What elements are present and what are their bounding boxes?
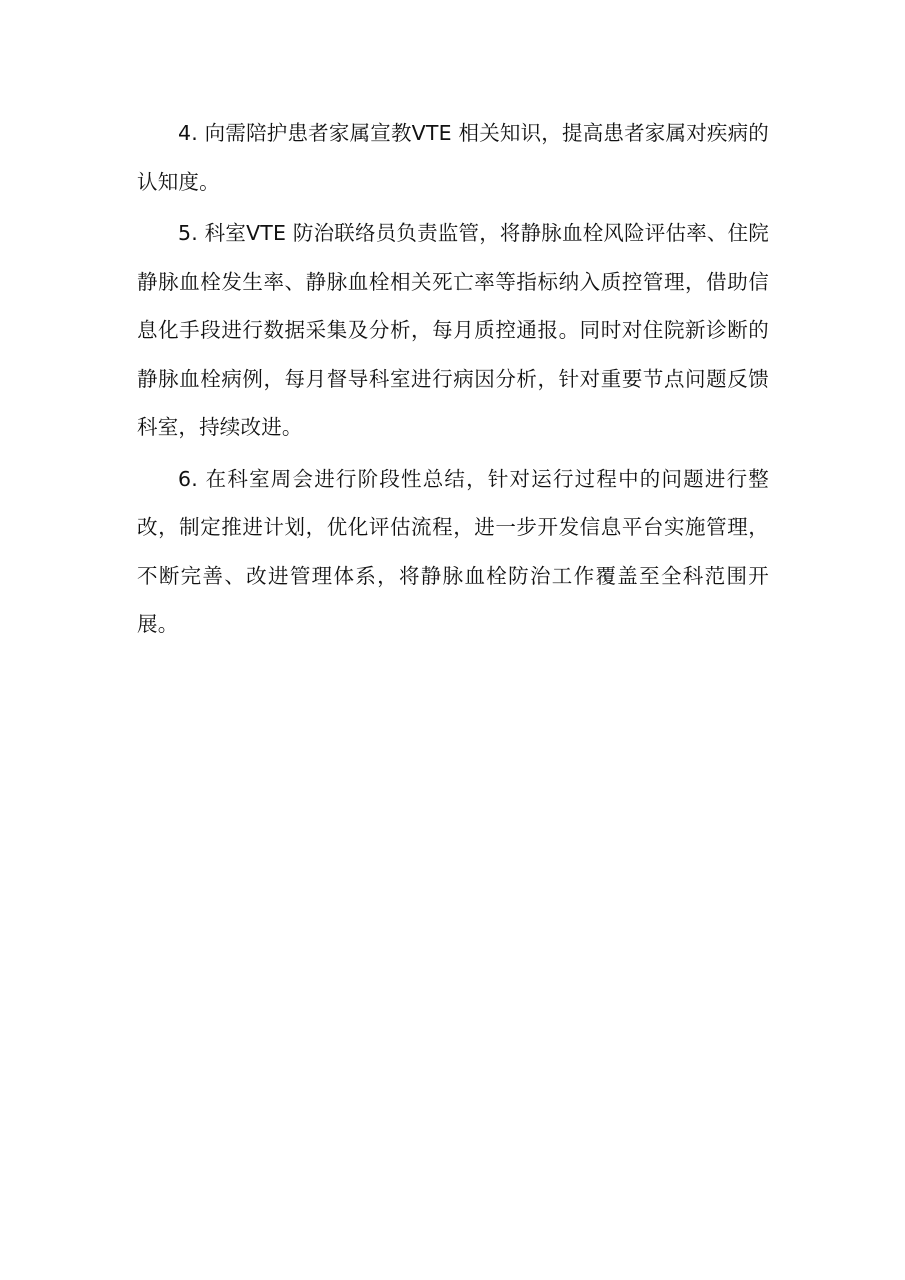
- paragraph-item-6: 6. 在科室周会进行阶段性总结，针对运行过程中的问题进行整改，制定推进计划，优化评估流程，进一步开发信息平台实施管理，不断完善、改进管理体系，将静脉血栓防治工作覆盖至全科范围开展。: [137, 466, 769, 636]
- paragraph-item-4: 4. 向需陪护患者家属宣教VTE 相关知识，提高患者家属对疾病的认知度。: [137, 121, 769, 194]
- paragraph-item-5: 5. 科室VTE 防治联络员负责监管，将静脉血栓风险评估率、住院静脉血栓发生率、静脉血栓相关死亡率等指标纳入质控管理，借助信息化手段进行数据采集及分析，每月质控通报。同时对住院新诊断的静脉血栓病例，每月督导科室进行病因分析，针对重要节点问题反馈科室，持续改进。: [137, 221, 769, 439]
- document-body: [137, 109, 769, 652]
